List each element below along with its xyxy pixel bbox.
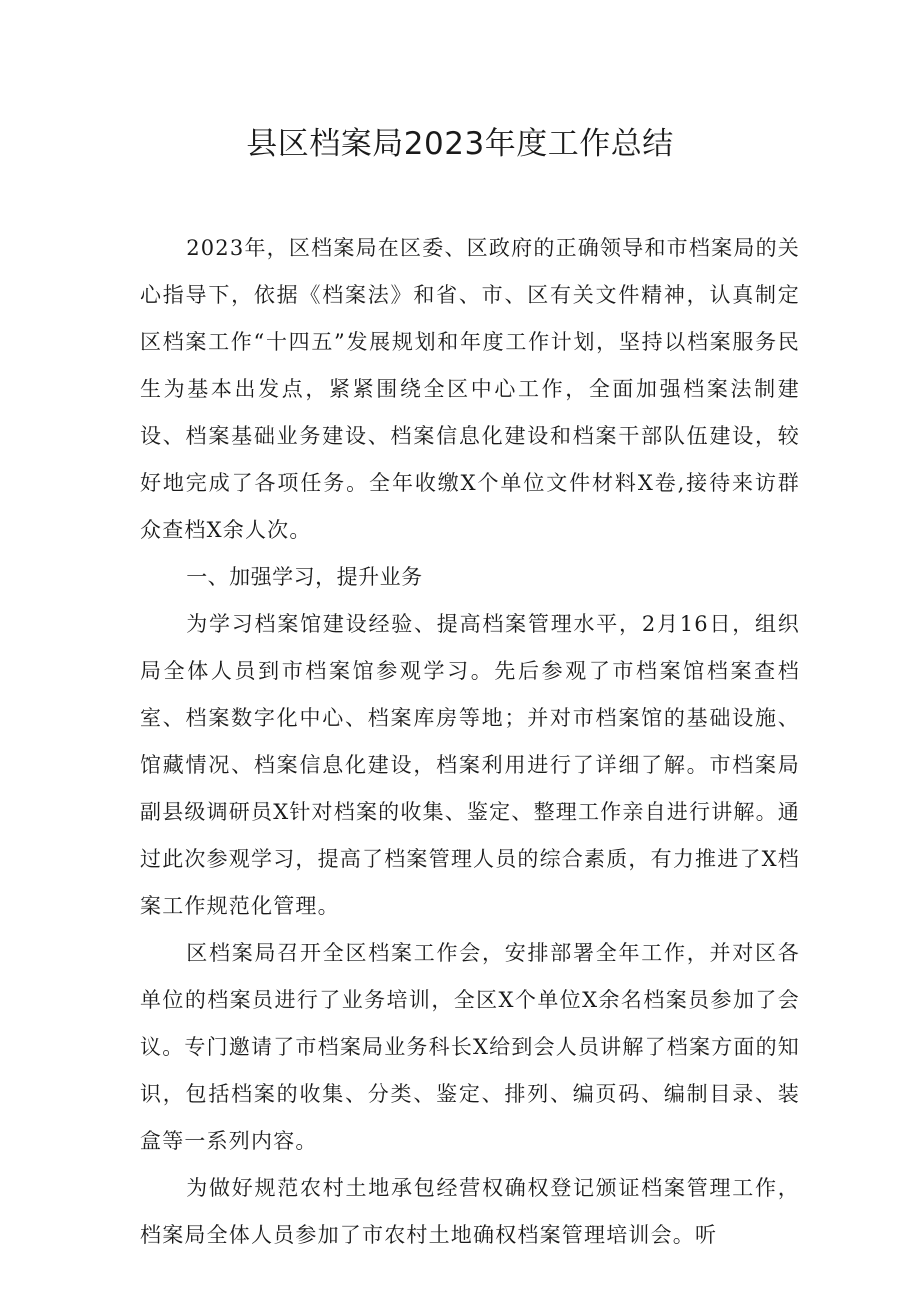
paragraph-work-meeting: 区档案局召开全区档案工作会，安排部署全年工作，并对区各单位的档案员进行了业务培训，全区X个单位X余名档案员参加了会议。专门邀请了市档案局业务科长X给到会人员讲解了档案方面的知识，包括档案的收集、分类、鉴定、排列、编页码、编制目录、装盒等一系列内容。 <box>140 941 800 1153</box>
section-heading-1: 一、加强学习，提升业务 <box>186 565 423 589</box>
document-body <box>140 225 800 1259</box>
paragraph-study-visit: 为学习档案馆建设经验、提高档案管理水平，2月16日，组织局全体人员到市档案馆参观学习。先后参观了市档案馆档案查档室、档案数字化中心、档案库房等地；并对市档案馆的基础设施、馆藏情况、档案信息化建设，档案利用进行了详细了解。市档案局副县级调研员X针对档案的收集、鉴定、整理工作亲自进行讲解。通过此次参观学习，提高了档案管理人员的综合素质，有力推进了X档案工作规范化管理。 <box>140 612 800 918</box>
document-title: 县区档案局2023年度工作总结 <box>246 126 674 162</box>
paragraph-land-rights: 为做好规范农村土地承包经营权确权登记颁证档案管理工作，档案局全体人员参加了市农村土地确权档案管理培训会。听 <box>140 1176 800 1247</box>
paragraph-intro: 2023年，区档案局在区委、区政府的正确领导和市档案局的关心指导下，依据《档案法》和省、市、区有关文件精神，认真制定区档案工作“十四五”发展规划和年度工作计划，坚持以档案服务民生为基本出发点，紧紧围绕全区中心工作，全面加强档案法制建设、档案基础业务建设、档案信息化建设和档案干部队伍建设，较好地完成了各项任务。全年收缴X个单位文件材料X卷,接待来访群众查档X余人次。 <box>140 236 800 542</box>
